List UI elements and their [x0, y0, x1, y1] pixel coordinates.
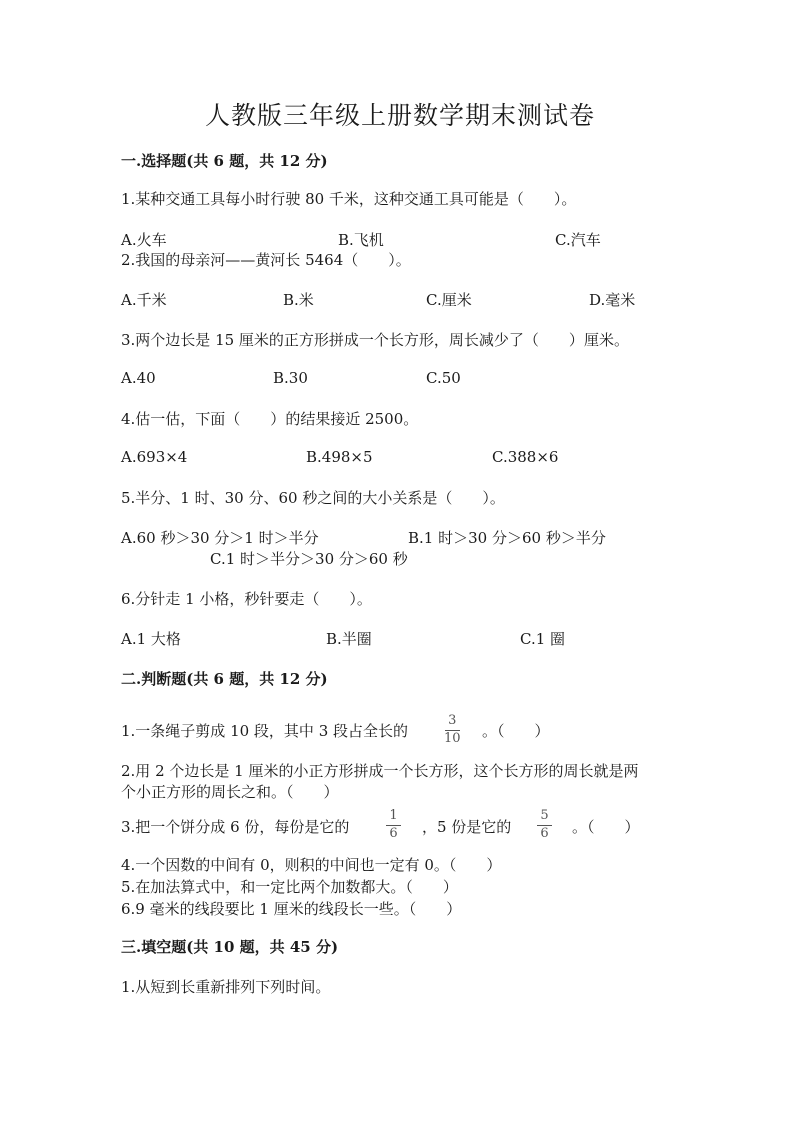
fraction-numerator: 1	[389, 808, 398, 823]
question-text: 2.我国的母亲河——黄河长 5464（ ）。	[121, 251, 411, 269]
option-b: B.飞机	[338, 231, 384, 249]
option-c: C.汽车	[555, 231, 601, 249]
fraction-3-10	[444, 714, 461, 747]
option-a: A.1 大格	[121, 630, 181, 648]
question-text: 4.估一估，下面（ ）的结果接近 2500。	[121, 410, 419, 428]
option-c: C.厘米	[426, 291, 472, 309]
question-text: 6.分针走 1 小格，秒针要走（ ）。	[121, 590, 372, 608]
fraction-denominator: 6	[540, 825, 549, 841]
question-text: 5.半分、1 时、30 分、60 秒之间的大小关系是（ ）。	[121, 489, 505, 507]
question-text: 3.两个边长是 15 厘米的正方形拼成一个长方形，周长减少了（ ）厘米。	[121, 331, 629, 349]
option-a: A.693×4	[121, 448, 188, 466]
option-c: C.1 圈	[520, 630, 566, 648]
option-a: A.千米	[121, 291, 167, 309]
question-text: 6.9 毫米的线段要比 1 厘米的线段长一些。（ ）	[121, 900, 462, 918]
question-suffix: 。（ ）	[572, 818, 640, 836]
question-text: 5.在加法算式中，和一定比两个加数都大。（ ）	[121, 878, 458, 896]
option-b: B.30	[273, 369, 308, 387]
option-b: B.米	[283, 291, 314, 309]
option-c: C.388×6	[492, 448, 559, 466]
question-middle: ，5 份是它的	[422, 818, 512, 836]
option-d: D.毫米	[589, 291, 636, 309]
option-a: A.火车	[121, 231, 167, 249]
option-c: C.50	[426, 369, 461, 387]
option-b: B.半圈	[326, 630, 372, 648]
question-suffix: 。（ ）	[482, 722, 550, 740]
fraction-1-6	[386, 809, 401, 842]
fraction-numerator: 5	[540, 808, 549, 823]
question-text: 4.一个因数的中间有 0，则积的中间也一定有 0。（ ）	[121, 856, 502, 874]
option-c: C.1 时＞半分＞30 分＞60 秒	[210, 550, 408, 568]
fraction-denominator: 6	[389, 825, 398, 841]
fraction-5-6	[537, 809, 552, 842]
fraction-numerator: 3	[448, 713, 457, 728]
section-heading-judgment: 二.判断题(共 6 题，共 12 分)	[121, 670, 328, 688]
option-a: A.40	[121, 369, 156, 387]
section-heading-fill-in: 三.填空题(共 10 题，共 45 分)	[121, 938, 339, 956]
question-text-continued: 个小正方形的周长之和。（ ）	[121, 783, 339, 801]
fraction-denominator: 10	[444, 730, 461, 746]
question-text: 1.一条绳子剪成 10 段，其中 3 段占全长的	[121, 722, 409, 740]
option-a: A.60 秒＞30 分＞1 时＞半分	[121, 529, 319, 547]
question-text: 3.把一个饼分成 6 份，每份是它的	[121, 818, 350, 836]
question-text: 1.从短到长重新排列下列时间。	[121, 978, 331, 996]
question-text: 1.某种交通工具每小时行驶 80 千米，这种交通工具可能是（ ）。	[121, 190, 577, 208]
option-b: B.1 时＞30 分＞60 秒＞半分	[408, 529, 606, 547]
option-b: B.498×5	[306, 448, 373, 466]
section-heading-choice: 一.选择题(共 6 题，共 12 分)	[121, 152, 328, 170]
page-title: 人教版三年级上册数学期末测试卷	[204, 101, 595, 130]
question-text: 2.用 2 个边长是 1 厘米的小正方形拼成一个长方形，这个长方形的周长就是两	[121, 762, 639, 780]
